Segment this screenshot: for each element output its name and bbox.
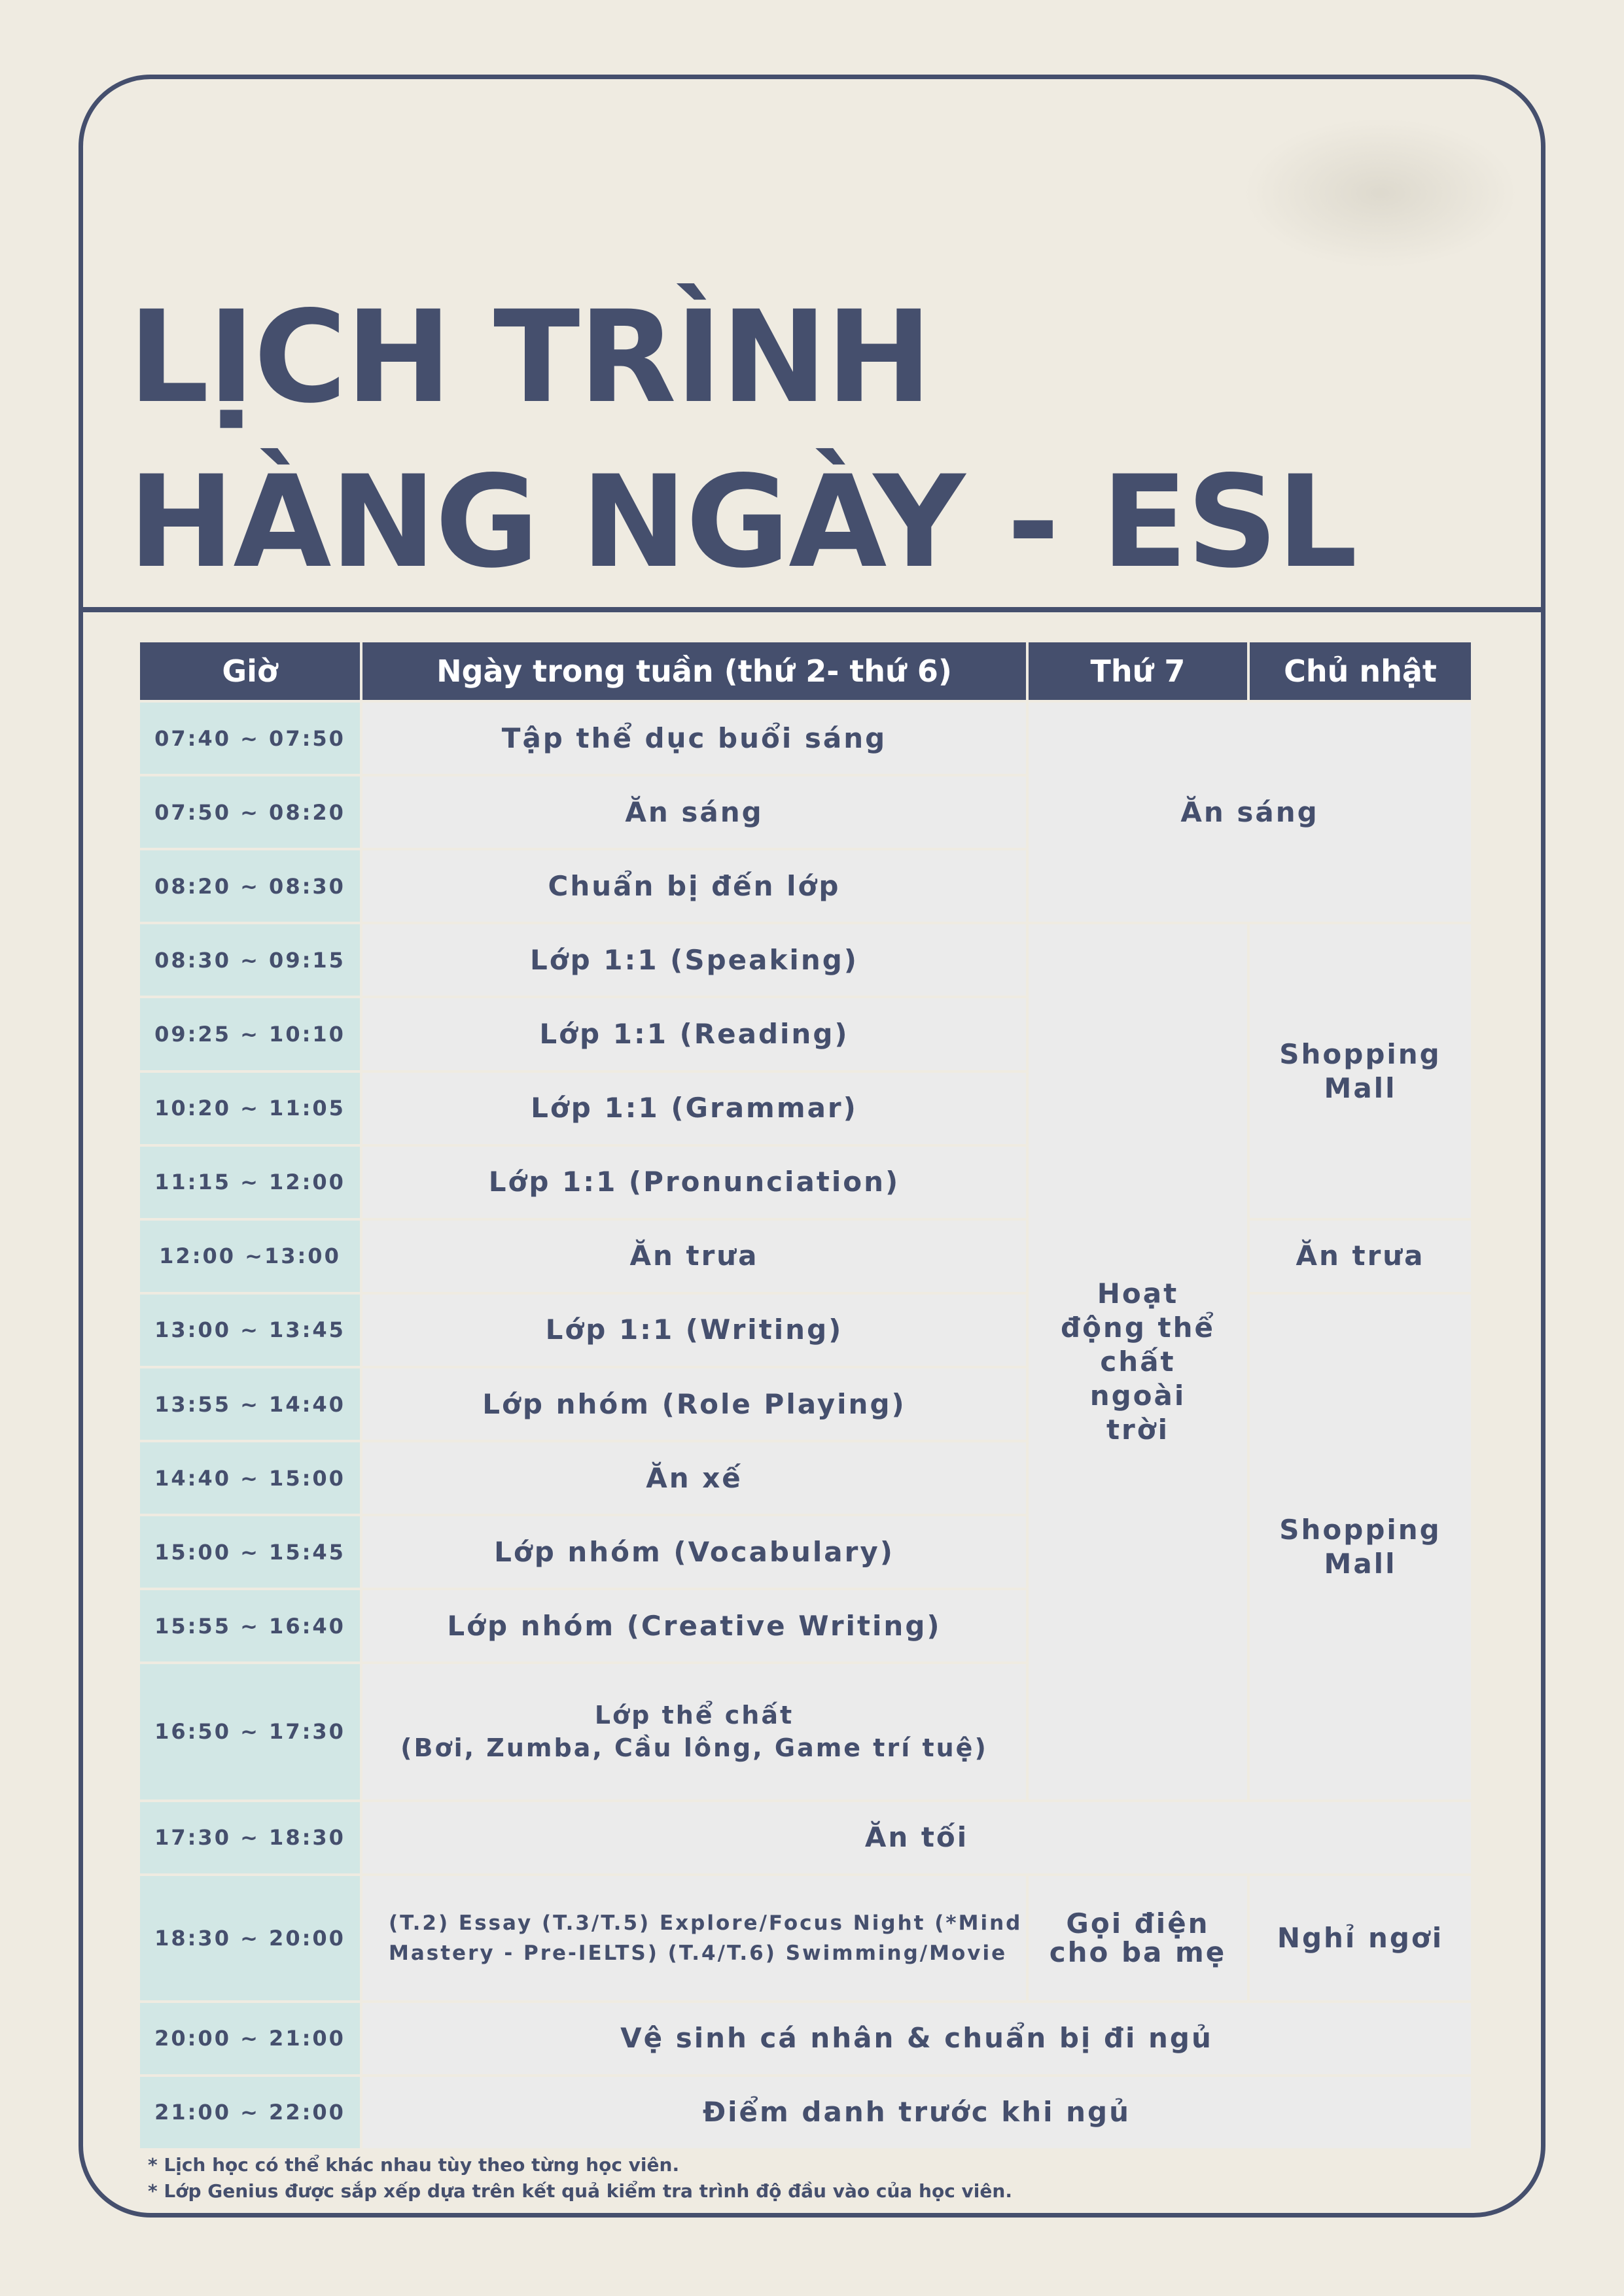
time-cell: 08:20 ~ 08:30: [139, 849, 361, 923]
header-saturday: Thứ 7: [1027, 641, 1248, 701]
decorative-smudge: [1243, 118, 1518, 268]
time-cell: 14:40 ~ 15:00: [139, 1441, 361, 1515]
footnotes: [148, 2152, 1012, 2204]
weekend-breakfast-cell: Ăn sáng: [1027, 701, 1472, 923]
weekday-cell: Lớp nhóm (Vocabulary): [361, 1515, 1027, 1589]
time-cell: 16:50 ~ 17:30: [139, 1663, 361, 1800]
time-cell: 08:30 ~ 09:15: [139, 923, 361, 997]
schedule-table: [137, 640, 1474, 2151]
table-row: [139, 1219, 1472, 1293]
weekday-cell: Chuẩn bị đến lớp: [361, 849, 1027, 923]
time-cell: 13:55 ~ 14:40: [139, 1367, 361, 1441]
weekday-cell: Ăn xế: [361, 1441, 1027, 1515]
evening-activities-cell: (T.2) Essay (T.3/T.5) Explore/Focus Night (*Mind Mastery - Pre-IELTS) (T.4/T.6) Swimming/Movie: [361, 1875, 1027, 2002]
footnote: * Lớp Genius được sắp xếp dựa trên kết quả kiểm tra trình độ đầu vào của học viên.: [148, 2180, 1012, 2202]
title-divider: [79, 607, 1545, 612]
weekday-cell: Ăn trưa: [361, 1219, 1027, 1293]
weekday-cell: Tập thể dục buổi sáng: [361, 701, 1027, 775]
table-row: [139, 2076, 1472, 2149]
time-cell: 18:30 ~ 20:00: [139, 1875, 361, 2002]
title-line-2: HÀNG NGÀY - ESL: [128, 448, 1356, 596]
time-cell: 10:20 ~ 11:05: [139, 1071, 361, 1145]
time-cell: 17:30 ~ 18:30: [139, 1801, 361, 1875]
weekday-cell: Lớp 1:1 (Writing): [361, 1293, 1027, 1367]
saturday-evening-cell: Gọi điện cho ba mẹ: [1027, 1875, 1248, 2002]
time-cell: 13:00 ~ 13:45: [139, 1293, 361, 1367]
header-sunday: Chủ nhật: [1248, 641, 1472, 701]
weekday-cell: Lớp thể chất (Bơi, Zumba, Cầu lông, Game trí tuệ): [361, 1663, 1027, 1800]
table-row: [139, 2002, 1472, 2076]
header-time: Giờ: [139, 641, 361, 701]
weekday-cell: Lớp 1:1 (Grammar): [361, 1071, 1027, 1145]
weekday-cell: Lớp 1:1 (Reading): [361, 997, 1027, 1071]
sunday-shopping-morning-cell: Shopping Mall: [1248, 923, 1472, 1219]
time-cell: 11:15 ~ 12:00: [139, 1145, 361, 1219]
table-row: [139, 1293, 1472, 1367]
weekday-cell: Ăn sáng: [361, 775, 1027, 849]
weekday-cell: Lớp nhóm (Creative Writing): [361, 1589, 1027, 1663]
weekday-cell: Lớp 1:1 (Pronunciation): [361, 1145, 1027, 1219]
table-header-row: [139, 641, 1472, 701]
time-cell: 21:00 ~ 22:00: [139, 2076, 361, 2149]
all-days-cell: Điểm danh trước khi ngủ: [361, 2076, 1472, 2149]
sunday-shopping-afternoon-cell: Shopping Mall: [1248, 1293, 1472, 1801]
time-cell: 09:25 ~ 10:10: [139, 997, 361, 1071]
time-cell: 07:40 ~ 07:50: [139, 701, 361, 775]
time-cell: 15:00 ~ 15:45: [139, 1515, 361, 1589]
title-line-1: LỊCH TRÌNH: [128, 283, 931, 431]
all-days-cell: Ăn tối: [361, 1801, 1472, 1875]
saturday-activity-cell: Hoạt động thể chất ngoài trời: [1027, 923, 1248, 1800]
footnote: * Lịch học có thể khác nhau tùy theo từng học viên.: [148, 2154, 680, 2176]
page-title: [128, 275, 1356, 604]
sunday-evening-cell: Nghỉ ngơi: [1248, 1875, 1472, 2002]
time-cell: 20:00 ~ 21:00: [139, 2002, 361, 2076]
table-row: [139, 701, 1472, 775]
time-cell: 15:55 ~ 16:40: [139, 1589, 361, 1663]
all-days-cell: Vệ sinh cá nhân & chuẩn bị đi ngủ: [361, 2002, 1472, 2076]
weekday-cell: Lớp 1:1 (Speaking): [361, 923, 1027, 997]
time-cell: 12:00 ~13:00: [139, 1219, 361, 1293]
weekday-cell: Lớp nhóm (Role Playing): [361, 1367, 1027, 1441]
table-row: [139, 923, 1472, 997]
table-row: [139, 1801, 1472, 1875]
header-weekdays: Ngày trong tuần (thứ 2- thứ 6): [361, 641, 1027, 701]
sunday-lunch-cell: Ăn trưa: [1248, 1219, 1472, 1293]
table-row: [139, 1875, 1472, 2002]
time-cell: 07:50 ~ 08:20: [139, 775, 361, 849]
